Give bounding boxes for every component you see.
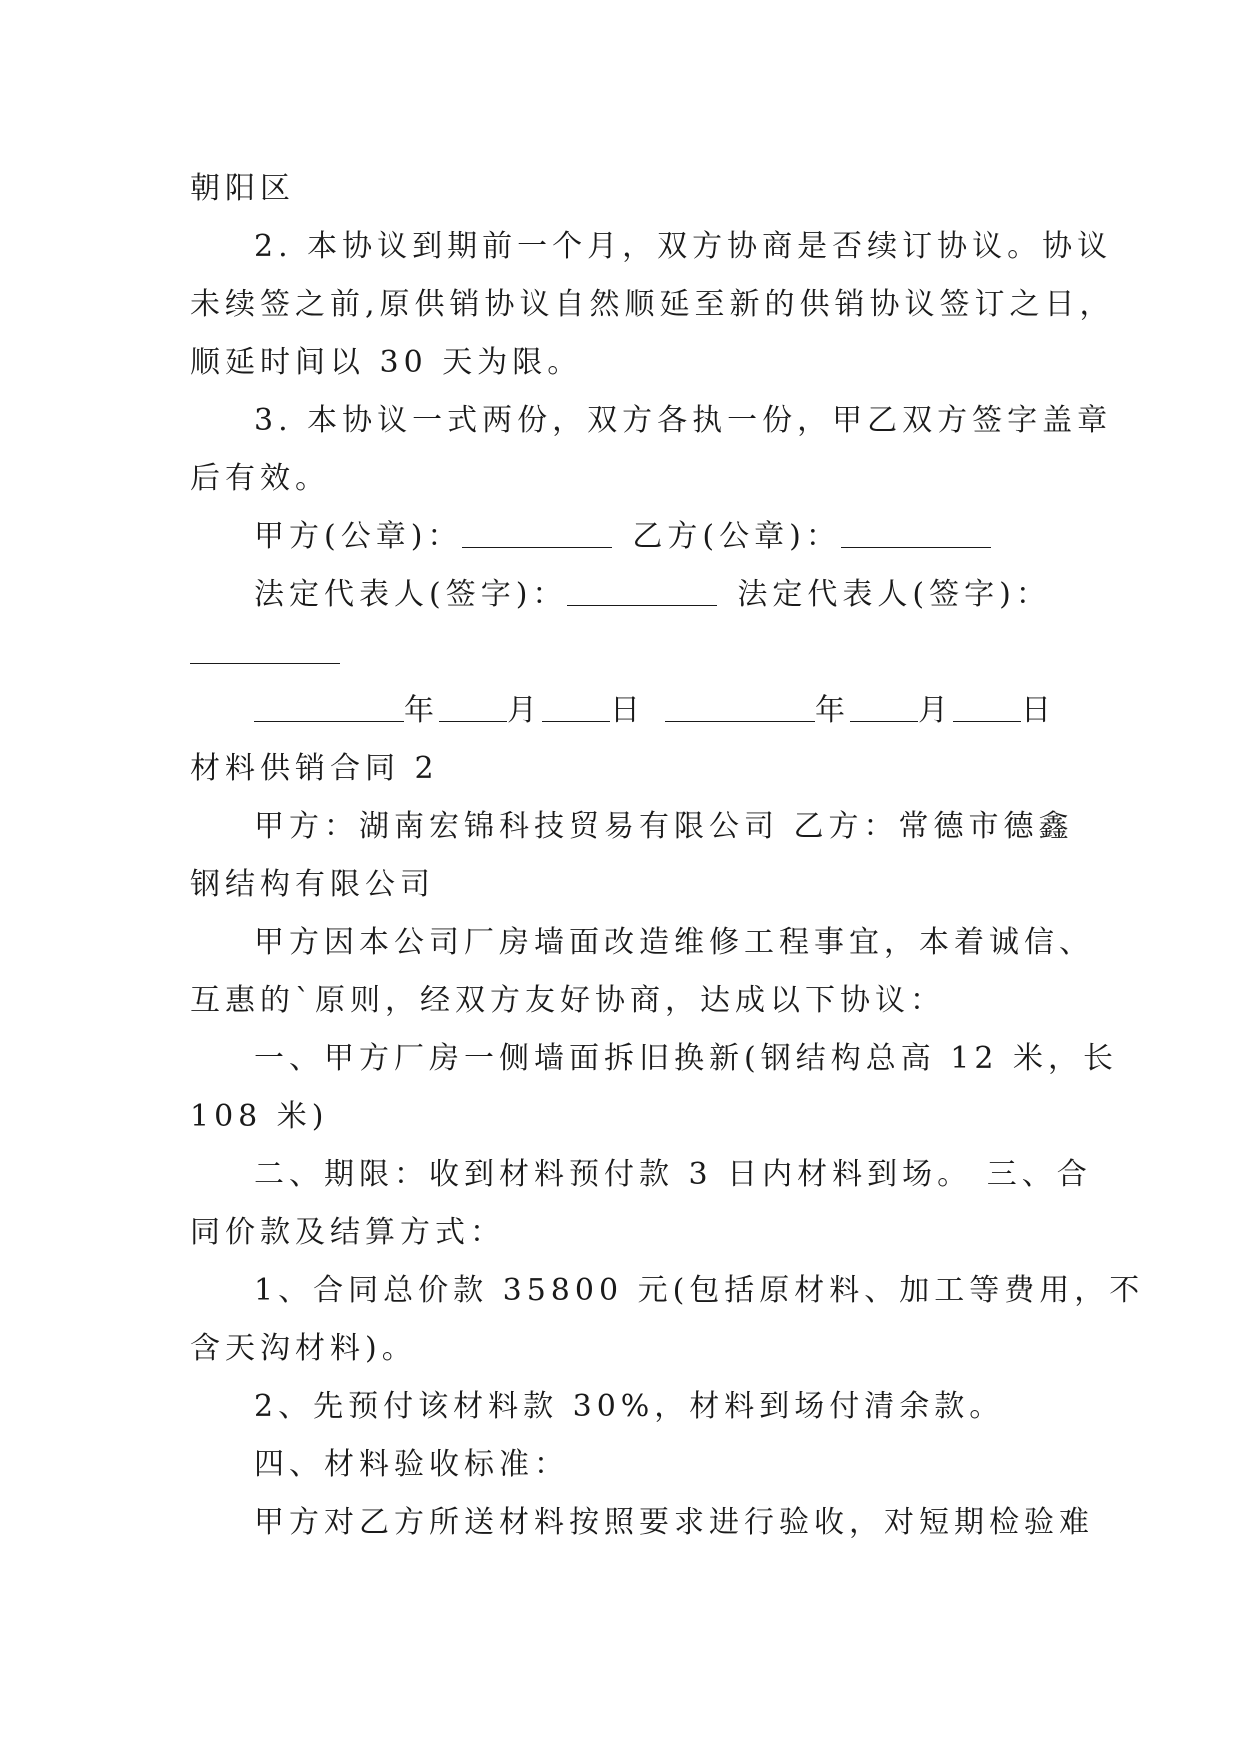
acceptance-text: 甲方对乙方所送材料按照要求进行验收，对短期检验难 — [254, 1505, 1094, 1540]
rep-b-blank — [190, 639, 340, 664]
date-a-month-blank — [439, 697, 507, 722]
text-line: 朝阳区 — [190, 171, 295, 206]
date-b-day-blank — [953, 697, 1021, 722]
seal-line — [190, 508, 1080, 566]
year-label: 年 — [815, 693, 850, 728]
section-4: 四、材料验收标准： — [254, 1447, 569, 1482]
rep-b-blank-line — [190, 624, 1080, 682]
day-label: 日 — [1021, 693, 1056, 728]
year-label: 年 — [404, 693, 439, 728]
clause-3: 3. 本协议一式两份，双方各执一份，甲乙双方签字盖章 — [254, 403, 1113, 438]
date-a-year-blank — [254, 697, 404, 722]
document-page — [190, 160, 1145, 1552]
party-a-seal-label: 甲方(公章)： — [254, 519, 463, 554]
party-a-seal-blank — [462, 523, 612, 548]
preamble: 甲方因本公司厂房墙面改造维修工程事宜，本着诚信、 — [254, 925, 1094, 960]
section-2: 二、期限：收到材料预付款 3 日内材料到场。 三、合 — [254, 1157, 1092, 1192]
day-label: 日 — [610, 693, 645, 728]
month-label: 月 — [507, 693, 542, 728]
text-line: 含天沟材料)。 — [190, 1331, 417, 1366]
date-line — [190, 682, 1080, 740]
party-b-seal-label: 乙方(公章)： — [632, 519, 841, 554]
clause-2: 2. 本协议到期前一个月，双方协商是否续订协议。协议 — [254, 229, 1113, 264]
text-line: 后有效。 — [190, 461, 330, 496]
rep-b-label: 法定代表人(签字)： — [737, 577, 1051, 612]
text-line: 互惠的`原则，经双方友好协商，达成以下协议： — [190, 983, 945, 1018]
party-b-seal-blank — [841, 523, 991, 548]
date-a-day-blank — [542, 697, 610, 722]
price-clause-2: 2、先预付该材料款 30%，材料到场付清余款。 — [254, 1389, 1005, 1424]
parties-line: 甲方：湖南宏锦科技贸易有限公司 乙方：常德市德鑫 — [254, 809, 1074, 844]
text-line: 钢结构有限公司 — [190, 867, 435, 902]
price-clause-1: 1、合同总价款 35800 元(包括原材料、加工等费用，不 — [254, 1273, 1145, 1308]
text-line: 108 米) — [190, 1099, 329, 1134]
text-line: 同价款及结算方式： — [190, 1215, 505, 1250]
contract-title: 材料供销合同 2 — [190, 751, 439, 786]
text-line: 未续签之前,原供销协议自然顺延至新的供销协议签订之日， — [190, 287, 1115, 322]
text-line: 顺延时间以 30 天为限。 — [190, 345, 583, 380]
representative-line — [190, 566, 1080, 624]
date-b-month-blank — [850, 697, 918, 722]
section-1: 一、甲方厂房一侧墙面拆旧换新(钢结构总高 12 米，长 — [254, 1041, 1118, 1076]
rep-a-label: 法定代表人(签字)： — [254, 577, 568, 612]
date-b-year-blank — [665, 697, 815, 722]
month-label: 月 — [918, 693, 953, 728]
rep-a-blank — [567, 581, 717, 606]
